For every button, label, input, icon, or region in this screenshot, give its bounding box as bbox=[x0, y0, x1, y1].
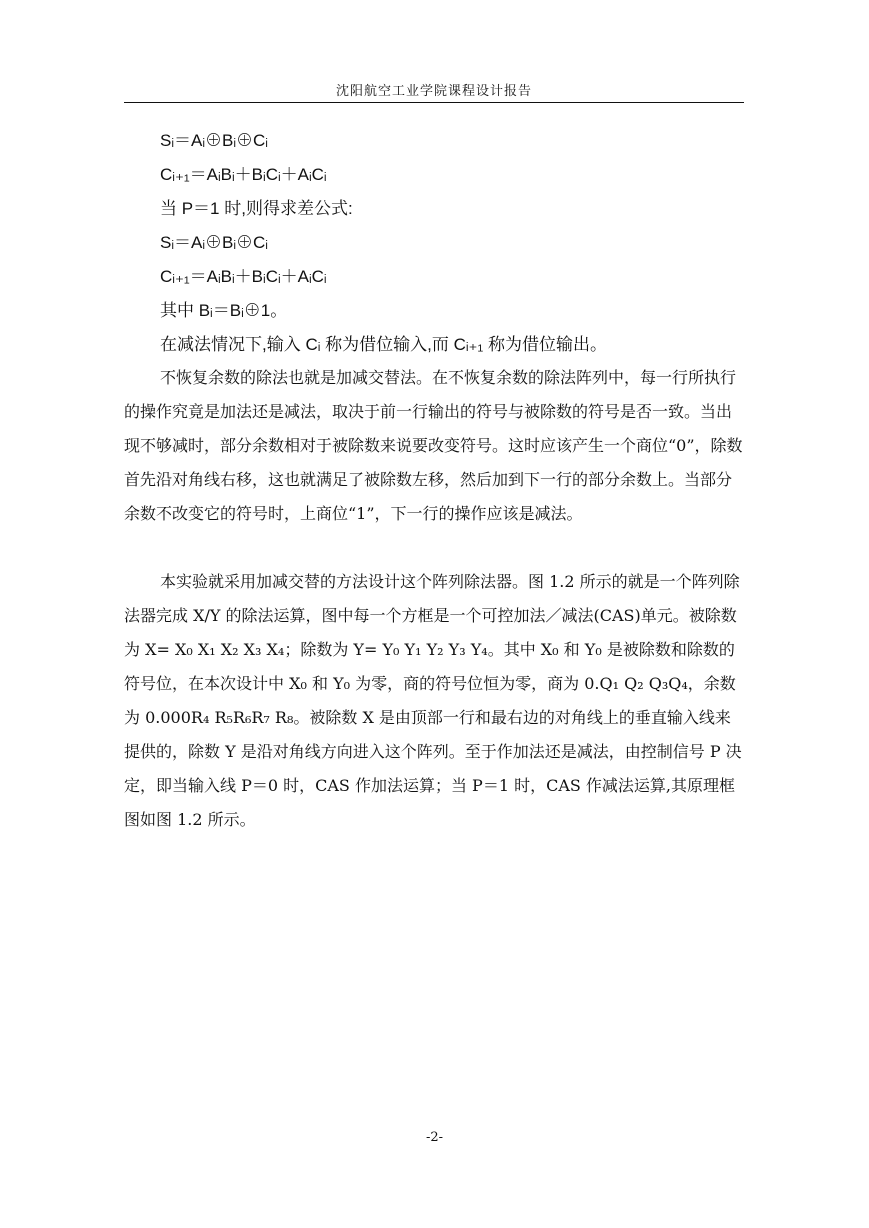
formula-sum: Sᵢ＝Aᵢ⊕Bᵢ⊕Cᵢ bbox=[160, 131, 268, 150]
header-rule bbox=[124, 102, 744, 103]
formula-intro-difference: 当 P＝1 时,则得求差公式: bbox=[160, 199, 353, 218]
page-header-title: 沈阳航空工业学院课程设计报告 bbox=[335, 84, 532, 99]
formula-b-inverted: 其中 Bᵢ＝Bᵢ⊕1。 bbox=[160, 301, 288, 320]
formula-borrow: Cᵢ₊₁＝AᵢBᵢ＋BᵢCᵢ＋AᵢCᵢ bbox=[160, 267, 327, 286]
formula-borrow-explanation: 在减法情况下,输入 Cᵢ 称为借位输入,而 Cᵢ₊₁ 称为借位输出。 bbox=[160, 335, 607, 354]
formula-carry: Cᵢ₊₁＝AᵢBᵢ＋BᵢCᵢ＋AᵢCᵢ bbox=[160, 165, 327, 184]
formula-difference: Sᵢ＝Aᵢ⊕Bᵢ⊕Cᵢ bbox=[160, 233, 268, 252]
page-number: -2- bbox=[425, 1130, 444, 1145]
paragraph-array-divider: 本实验就采用加减交替的方法设计这个阵列除法器。图 1.2 所示的就是一个阵列除法器完成 X/Y 的除法运算，图中每一个方框是一个可控加法／减法(CAS)单元。被除数为 X= X₀ X₁ X₂ X₃ X₄；除数为 Y= Y₀ Y₁ Y₂ Y₃ Y₄。其中 X₀ 和 Y₀ 是被除数和除数的符号位，在本次设计中 X₀ 和 Y₀ 为零，商的符号位恒为零，商为 0.Q₁ Q₂ Q₃Q₄，余数为 0.000R₄ R₅R₆R₇ R₈。被除数 X 是由顶部一行和最右边的对角线上的垂直输入线来提供的，除数 Y 是沿对角线方向进入这个阵列。至于作加法还是减法，由控制信号 P 决定，即当输入线 P＝0 时，CAS 作加法运算；当 P＝1 时，CAS 作减法运算,其原理框图如图 1.2 所示。 bbox=[124, 572, 742, 829]
paragraph-nonrestoring-division: 不恢复余数的除法也就是加减交替法。在不恢复余数的除法阵列中，每一行所执行的操作究竟是加法还是减法，取决于前一行输出的符号与被除数的符号是否一致。当出现不够减时，部分余数相对于被除数来说要改变符号。这时应该产生一个商位“0”，除数首先沿对角线右移，这也就满足了被除数左移，然后加到下一行的部分余数上。当部分余数不改变它的符号时，上商位“1”，下一行的操作应该是减法。 bbox=[124, 368, 743, 523]
